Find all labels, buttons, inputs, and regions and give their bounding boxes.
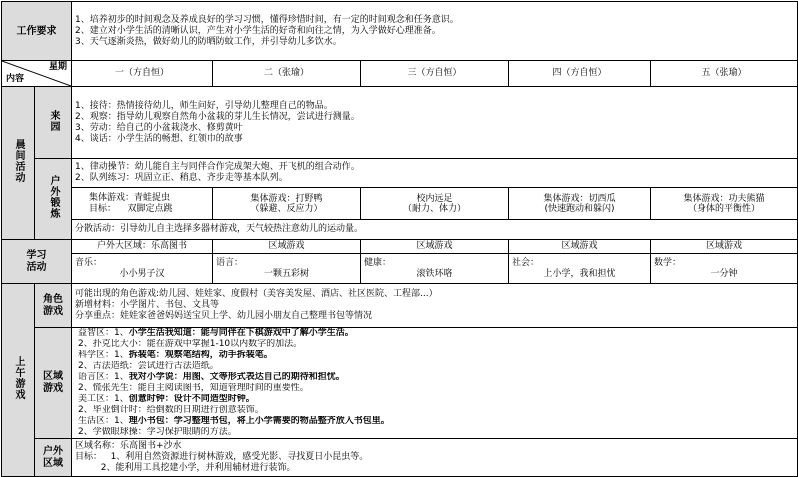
work-item: 2、建立对小学生活的清晰认识，产生对小学生活的好奇和向往之情，为入学做好心理准备。 [75,25,441,36]
work-item: 3、天气逐渐炎热，做好幼儿的防晒防蚊工作，并引导幼儿多饮水。 [75,36,342,47]
area-row: 美工区：1、创意时钟：设计不同造型时钟。 2、毕业倒计时：给倒数的日期进行创意装饰。 [78,394,264,415]
game-cell: 集体游戏：青蛙捉虫 目标： 双脚定点跳 [72,188,213,220]
area-game-header: 区域游戏 [213,240,361,254]
area-game-header: 区域游戏 [361,240,509,254]
day-header: 三（方自恒） [361,61,509,87]
week-label: 星期 [48,62,67,72]
area-row: 益智区：1、小学生活我知道：能与同伴在下棋游戏中了解小学生活。 2、扑克比大小：能在游戏中掌握1-10以内数字的加法。 [78,328,354,349]
day-header: 五（张瑜） [651,61,798,87]
study-cell: 社会： 上小学，我和担忧 [509,254,651,284]
outdoor-area-content: 区域名称：乐高图书+沙水 目标： 1、利用自然资源进行树林游戏，感受光影、寻找夏日小昆虫等。 2、能利用工具挖建小学，并利用辅材进行装饰。 [72,439,798,477]
area-games-label: 区域游戏 [35,328,72,439]
area-row: 语言区：1、我对小学说：用图、文等形式表达自己的期待和担忧。 2、慌张先生：能自主阅读图书，知道管理时间的重要性。 [78,372,345,393]
scatter-activity: 分散活动：引导幼儿自主选择多器材游戏，天气较热注意幼儿的运动量。 [72,220,798,240]
arrival-item: 4、谈话：小学生活的畅想、红领巾的故事 [75,133,243,144]
day-header: 二（张瑜） [213,61,361,87]
study-activity-label: 学习活动 [2,240,72,284]
forenoon-games-label: 上午游戏 [2,284,35,477]
role-play-label: 角色游戏 [35,284,72,328]
day-header: 一（方自恒） [72,61,213,87]
study-cell: 数学： 一分钟 [651,254,798,284]
study-cell: 音乐： 小小男子汉 [72,254,213,284]
outdoor-item: 1、律动操节：幼儿能自主与同伴合作完成架大炮、开飞机的组合动作。 [75,162,360,172]
outdoor-item: 2、队列练习：巩固立正、稍息、齐步走等基本队列。 [75,173,288,183]
day-header: 四（方自恒） [509,61,651,87]
area-games-content [72,328,798,439]
content-label: 内容 [6,74,25,84]
arrival-item: 3、劳动：给自己的小盆栽浇水、修剪黄叶 [75,122,243,133]
game-cell: 集体游戏：切西瓜 (快速跑动和躲闪) [509,188,651,220]
role-play-content: 可能出现的角色游戏:幼儿园、娃娃家、度假村（美容美发屋、酒店、社区医院、工程部...） 新增材料：小学图片、书包、文具等 分享重点：娃娃家爸爸妈妈送宝贝上学、幼儿园小朋友自己整理书包等情况 [72,284,798,328]
area-game-header: 区域游戏 [509,240,651,254]
work-item: 1、培养初步的时间观念及养成良好的学习习惯，懂得珍惜时间，有一定的时间观念和任务意识。 [75,14,459,25]
area-game-header: 区域游戏 [651,240,798,254]
area-row: 科学区：1、拆装笔：观察笔结构，动手拆装笔。 2、古法造纸：尝试进行古法造纸。 [78,350,273,371]
game-cell: 集体游戏：打野鸭 （躲避、反应力） [213,188,361,220]
arrival-content [72,87,798,159]
game-cell: 集体游戏：功夫熊猫 （身体的平衡性） [651,188,798,220]
study-cell: 健康： 滚铁环咯 [361,254,509,284]
outdoor-exercise-items [72,159,798,188]
week-content-header [2,61,72,87]
arrival-label: 来园 [35,87,72,159]
morning-activity-label: 晨间活动 [2,87,35,240]
work-requirements-label: 工作要求 [2,2,72,61]
arrival-item: 1、接待：热情接待幼儿，师生问好，引导幼儿整理自己的物品。 [75,100,333,111]
game-cell: 校内远足 （耐力、体力） [361,188,509,220]
outdoor-exercise-label: 户外锻炼 [35,159,72,240]
area-row: 生活区：1、理小书包：学习整理书包，将上小学需要的物品整齐放入书包里。 2、学做眼球操：学习保护眼睛的方法。 [78,416,390,437]
study-cell: 语言： 一颗五彩树 [213,254,361,284]
work-requirements-list [72,2,798,61]
big-area-label: 户外大区域：乐高图书 [72,240,213,254]
arrival-item: 2、观察：指导幼儿观察自然角小盆栽的芽儿生长情况，尝试进行测量。 [75,111,360,122]
outdoor-area-label: 户外区域 [35,439,72,477]
